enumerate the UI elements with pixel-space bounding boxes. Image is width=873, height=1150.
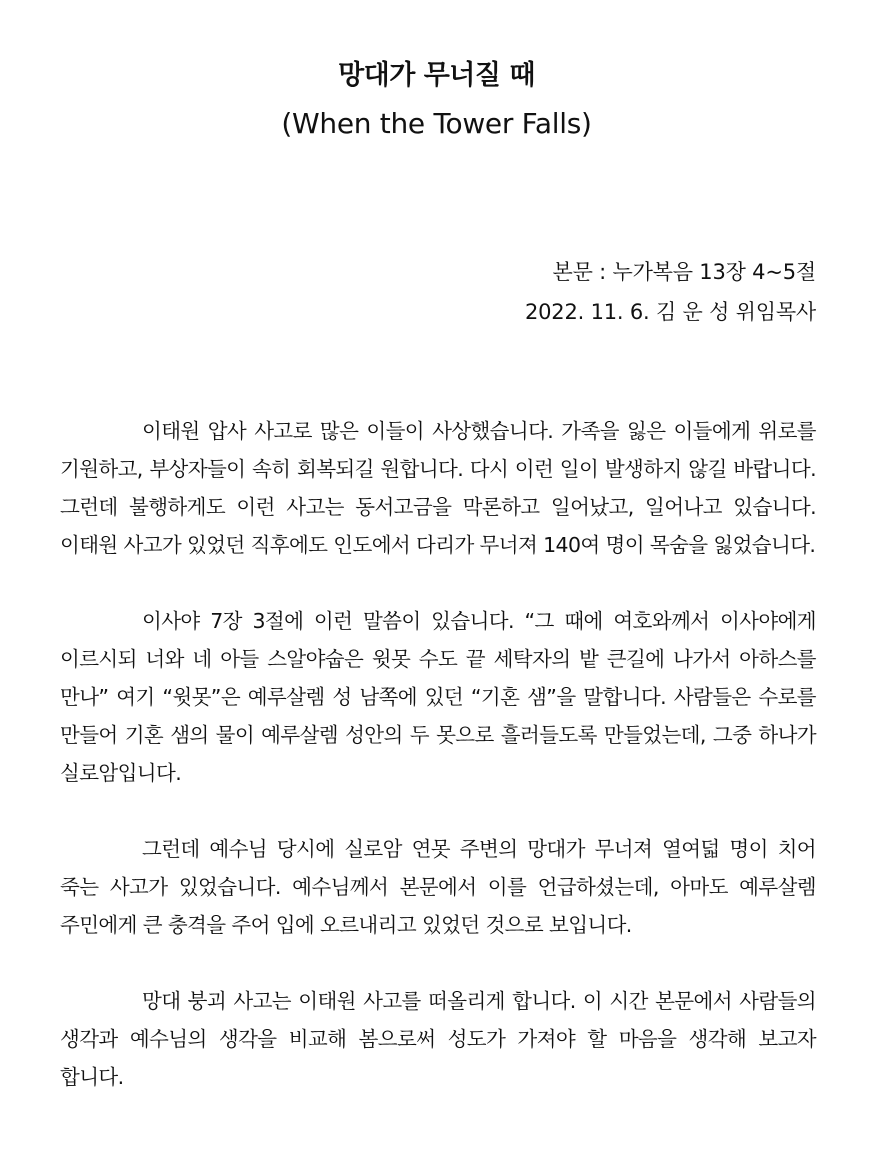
paragraph: 망대 붕괴 사고는 이태원 사고를 떠올리게 합니다. 이 시간 본문에서 사람들의 생각과 예수님의 생각을 비교해 봄으로써 성도가 가져야 할 마음을 생각해 보고자 합니다. [60,989,816,1089]
page-subtitle: (When the Tower Falls) [281,107,592,140]
title-block [0,48,873,144]
paragraph: 이태원 압사 사고로 많은 이들이 사상했습니다. 가족을 잃은 이들에게 위로를 기원하고, 부상자들이 속히 회복되길 원합니다. 다시 이런 일이 발생하지 않길 바랍니다. 그런데 불행하게도 이런 사고는 동서고금을 막론하고 일어났고, 일어나고 있습니다. 이태원 사고가 있었던 직후에도 인도에서 다리가 무너져 140여 명이 목숨을 잃었습니다. [60,419,816,557]
scripture-reference: 본문 : 누가복음 13장 4~5절 [552,260,816,284]
sermon-meta [525,252,816,332]
date-author: 2022. 11. 6. 김 운 성 위임목사 [524,300,816,324]
paragraph: 이사야 7장 3절에 이런 말씀이 있습니다. “그 때에 여호와께서 이사야에게 이르시되 너와 네 아들 스알야숩은 윗못 수도 끝 세탁자의 밭 큰길에 나가서 아하스를 만나” 여기 “윗못”은 예루살렘 성 남쪽에 있던 “기혼 샘”을 말합니다. 사람들은 수로를 만들어 기혼 샘의 물이 예루살렘 성안의 두 못으로 흘러들도록 만들었는데, 그중 하나가 실로암입니다. [60,609,816,785]
paragraph: 그런데 예수님 당시에 실로암 연못 주변의 망대가 무너져 열여덟 명이 치어 죽는 사고가 있었습니다. 예수님께서 본문에서 이를 언급하셨는데, 아마도 예루살렘 주민에게 큰 충격을 주어 입에 오르내리고 있었던 것으로 보입니다. [60,837,816,937]
body-text [60,412,816,1134]
page-title: 망대가 무너질 때 [338,60,535,91]
